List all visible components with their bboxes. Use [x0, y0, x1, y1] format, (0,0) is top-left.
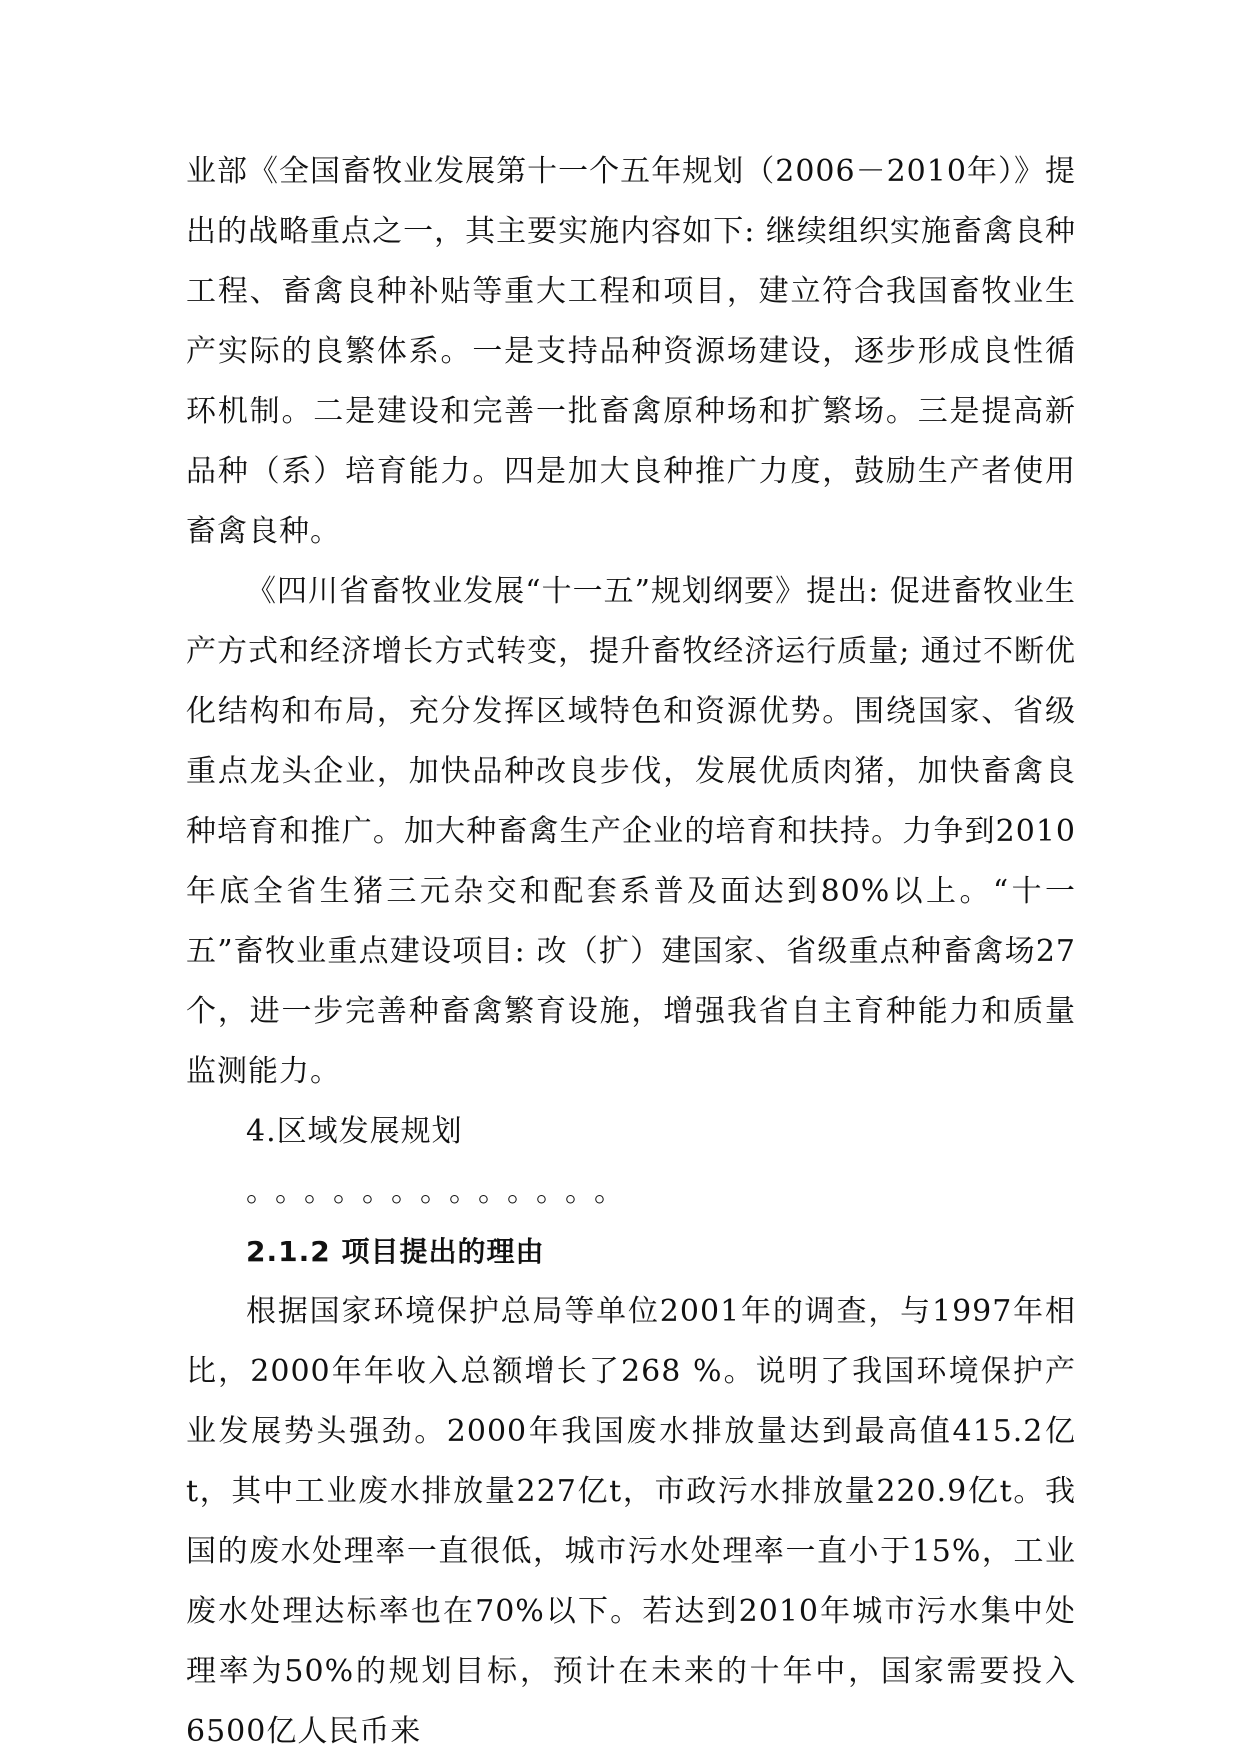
paragraph-breeding-plan: 业部《全国畜牧业发展第十一个五年规划（2006－2010年）》提出的战略重点之一，其主要实施内容如下: 继续组织实施畜禽良种工程、畜禽良种补贴等重大工程和项目，建立符合我国畜牧业生产实际的良繁体系。一是支持品种资源场建设，逐步形成良性循环机制。二是建设和完善一批畜禽原种场和扩繁场。三是提高新品种（系）培育能力。四是加大良种推广力度，鼓励生产者使用畜禽良种。 — [186, 154, 1076, 549]
ellipsis-placeholder: 。。。。。。。。。。。。。 — [246, 1174, 638, 1209]
paragraph-project-reason: 根据国家环境保护总局等单位2001年的调查，与1997年相比，2000年年收入总额增长了268 %。说明了我国环境保护产业发展势头强劲。2000年我国废水排放量达到最高值415.2亿t，其中工业废水排放量227亿t，市政污水排放量220.9亿t。我国的废水处理率一直很低，城市污水处理率一直小于15%，工业废水处理达标率也在70%以下。若达到2010年城市污水集中处理率为50%的规划目标，预计在未来的十年中，国家需要投入6500亿人民币来 — [186, 1294, 1076, 1749]
section-heading: 2.1.2 项目提出的理由 — [246, 1235, 545, 1268]
paragraph-sichuan-plan: 《四川省畜牧业发展“十一五”规划纲要》提出: 促进畜牧业生产方式和经济增长方式转变，提升畜牧经济运行质量; 通过不断优化结构和布局，充分发挥区域特色和资源优势。围绕国家、省级重点龙头企业，加快品种改良步伐，发展优质肉猪，加快畜禽良种培育和推广。加大种畜禽生产企业的培育和扶持。力争到2010年底全省生猪三元杂交和配套系普及面达到80%以上。“十一五”畜牧业重点建设项目: 改（扩）建国家、省级重点种畜禽场27个，进一步完善种畜禽繁育设施，增强我省自主育种能力和质量监测能力。 — [186, 574, 1076, 1089]
list-item-regional-plan: 4.区域发展规划 — [246, 1114, 463, 1149]
document-body — [186, 142, 1076, 1762]
